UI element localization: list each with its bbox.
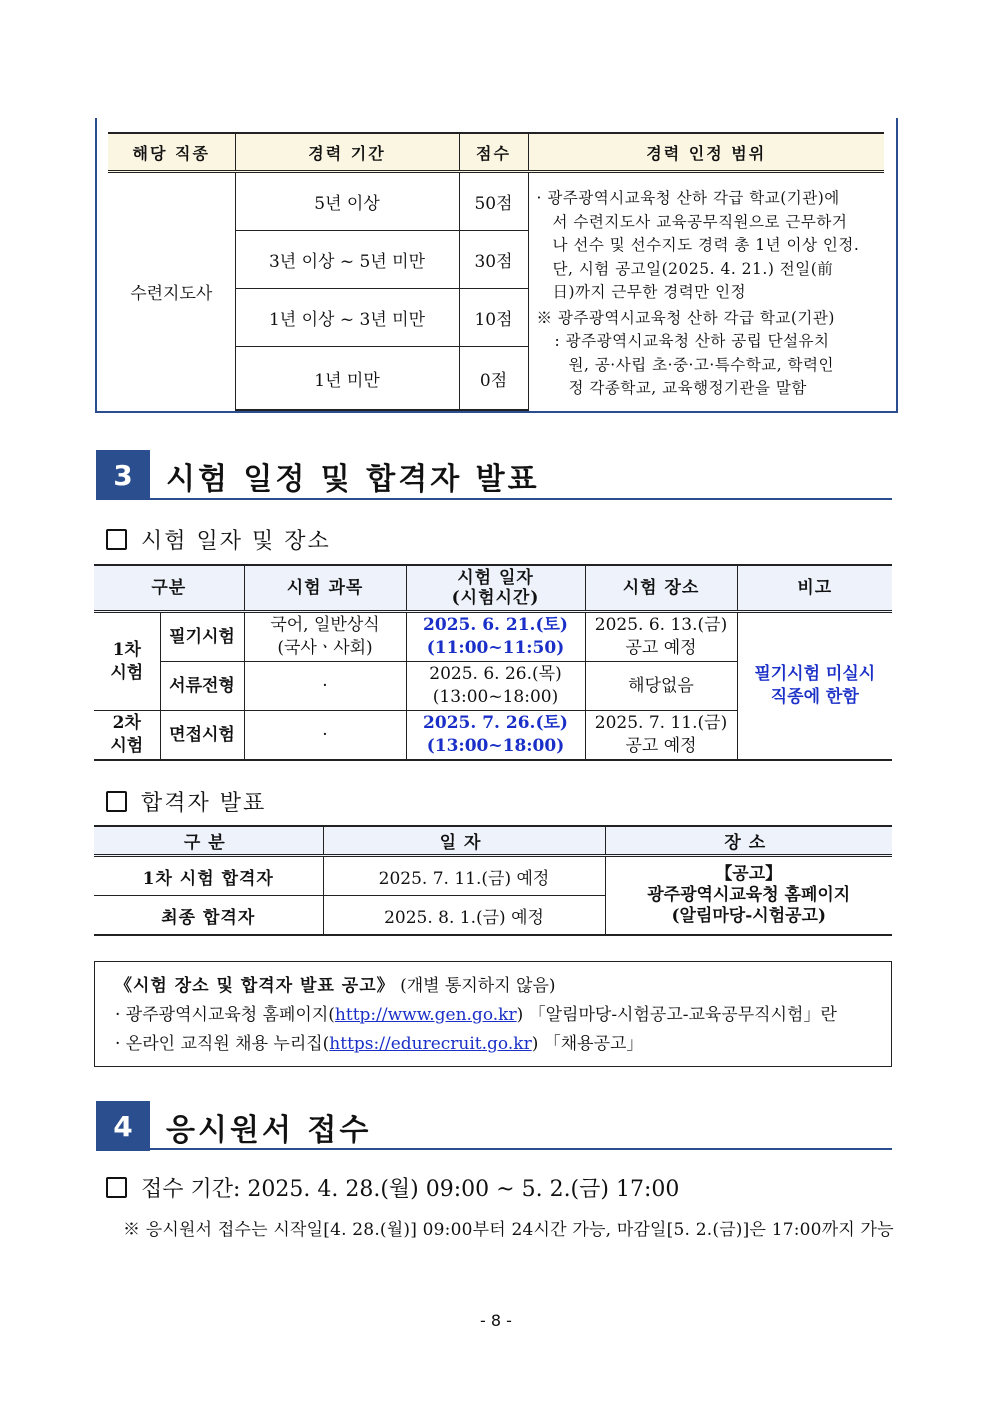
checkbox-square-icon xyxy=(106,529,127,550)
exam-type: 면접시험 xyxy=(160,711,244,761)
period-cell: 1년 이상 ~ 3년 미만 xyxy=(235,289,459,347)
range-line: 日)까지 근무한 경력만 인정 xyxy=(552,283,747,301)
exam-note xyxy=(737,612,892,662)
score-cell: 50점 xyxy=(459,172,528,231)
notice-title-line xyxy=(115,972,891,1001)
result-date: 2025. 8. 1.(금) 예정 xyxy=(323,896,605,936)
application-note: ※ 응시원서 접수는 시작일[4. 28.(월)] 09:00부터 24시간 가능, 마감일[5. 2.(금)]은 17:00까지 가능 xyxy=(123,1220,894,1240)
range-line: 단, 시험 공고일(2025. 4. 21.) 전일(前 xyxy=(552,259,834,278)
section-number-3: 3 xyxy=(96,450,150,500)
results-heading xyxy=(106,786,266,817)
score-cell: 0점 xyxy=(459,347,528,411)
section-title-schedule: 시험 일정 및 합격자 발표 xyxy=(166,462,540,497)
exam-subject: 국어, 일반상식 (국사ㆍ사회) xyxy=(244,612,406,662)
gen-homepage-link[interactable]: http://www.gen.go.kr xyxy=(334,1005,517,1025)
header-place: 장소 xyxy=(605,826,892,856)
exam-note xyxy=(737,711,892,761)
checkbox-square-icon xyxy=(106,791,127,812)
header-place: 시험 장소 xyxy=(585,565,737,612)
result-date: 2025. 7. 11.(금) 예정 xyxy=(323,856,605,896)
page-number: - 8 - xyxy=(480,1311,512,1330)
career-range-description xyxy=(528,172,884,411)
period-cell: 5년 이상 xyxy=(235,172,459,231)
result-place: 【공고】 광주광역시교육청 홈페이지 (알림마당-시험공고) xyxy=(605,856,892,936)
header-range: 경력 인정 범위 xyxy=(528,133,884,172)
results-table xyxy=(94,825,892,936)
period-cell: 3년 이상 ~ 5년 미만 xyxy=(235,231,459,289)
range-line: ※ 광주광역시교육청 산하 각급 학교(기관) xyxy=(536,308,835,327)
results-heading-text: 합격자 발표 xyxy=(141,791,267,816)
schedule-heading-text: 시험 일자 및 장소 xyxy=(141,529,331,554)
range-line: 나 선수 및 선수지도 경력 총 1년 이상 인정. xyxy=(552,236,860,254)
notice-line: · 온라인 교직원 채용 누리집(https://edurecruit.go.kr) 「채용공고」 xyxy=(115,1034,644,1054)
range-line: 서 수련지도사 교육공무직원으로 근무하거 xyxy=(552,212,848,231)
exam-place: 해당없음 xyxy=(585,662,737,711)
section-title-application: 응시원서 접수 xyxy=(166,1113,372,1148)
career-score-table xyxy=(108,132,884,411)
range-line: : 광주광역시교육청 산하 공립 단설유치 xyxy=(554,332,830,350)
section-underline xyxy=(96,1148,892,1150)
header-date: 시험 일자 (시험시간) xyxy=(406,565,585,612)
exam-date: 2025. 6. 26.(목) (13:00~18:00) xyxy=(406,662,585,711)
header-category: 구분 xyxy=(94,565,244,612)
notice-line: · 광주광역시교육청 홈페이지(http://www.gen.go.kr) 「알림마당-시험공고-교육공무직시험」란 xyxy=(115,1005,837,1025)
notice-box xyxy=(94,961,892,1067)
score-cell: 10점 xyxy=(459,289,528,347)
schedule-heading xyxy=(106,524,331,555)
header-category: 구분 xyxy=(94,826,323,856)
range-line: · 광주광역시교육청 산하 각급 학교(기관)에 xyxy=(536,189,840,207)
edurecruit-link[interactable]: https://edurecruit.go.kr xyxy=(329,1034,532,1054)
exam-subject: · xyxy=(244,662,406,711)
header-job: 해당 직종 xyxy=(108,133,235,172)
exam-subject: · xyxy=(244,711,406,761)
exam-place: 2025. 7. 11.(금) 공고 예정 xyxy=(585,711,737,761)
exam-note: 필기시험 미실시 직종에 한함 xyxy=(737,662,892,711)
period-cell: 1년 미만 xyxy=(235,347,459,411)
score-cell: 30점 xyxy=(459,231,528,289)
section-number-4: 4 xyxy=(96,1101,150,1151)
result-type: 1차 시험 합격자 xyxy=(94,856,323,896)
application-period xyxy=(106,1172,679,1203)
exam-type: 필기시험 xyxy=(160,612,244,662)
checkbox-square-icon xyxy=(106,1177,127,1198)
header-subject: 시험 과목 xyxy=(244,565,406,612)
application-period-text: 접수 기간: 2025. 4. 28.(월) 09:00 ~ 5. 2.(금) 17:00 xyxy=(141,1177,680,1202)
section-underline xyxy=(96,498,892,500)
range-line: 정 각종학교, 교육행정기관을 말함 xyxy=(568,379,807,397)
result-type: 최종 합격자 xyxy=(94,896,323,936)
header-date: 일자 xyxy=(323,826,605,856)
job-name: 수련지도사 xyxy=(108,172,235,411)
range-line: 원, 공·사립 초·중·고·특수학교, 학력인 xyxy=(568,355,834,374)
exam-type: 서류전형 xyxy=(160,662,244,711)
round-2-label: 2차 시험 xyxy=(94,711,160,761)
exam-date: 2025. 6. 21.(토) (11:00~11:50) xyxy=(406,612,585,662)
exam-place: 2025. 6. 13.(금) 공고 예정 xyxy=(585,612,737,662)
header-period: 경력 기간 xyxy=(235,133,459,172)
header-score: 점수 xyxy=(459,133,528,172)
notice-title-note: (개별 통지하지 않음) xyxy=(400,976,556,996)
exam-schedule-table xyxy=(94,564,892,761)
round-1-label: 1차 시험 xyxy=(94,612,160,711)
notice-title: 《시험 장소 및 합격자 발표 공고》 xyxy=(115,976,395,996)
exam-date: 2025. 7. 26.(토) (13:00~18:00) xyxy=(406,711,585,761)
header-note: 비고 xyxy=(737,565,892,612)
